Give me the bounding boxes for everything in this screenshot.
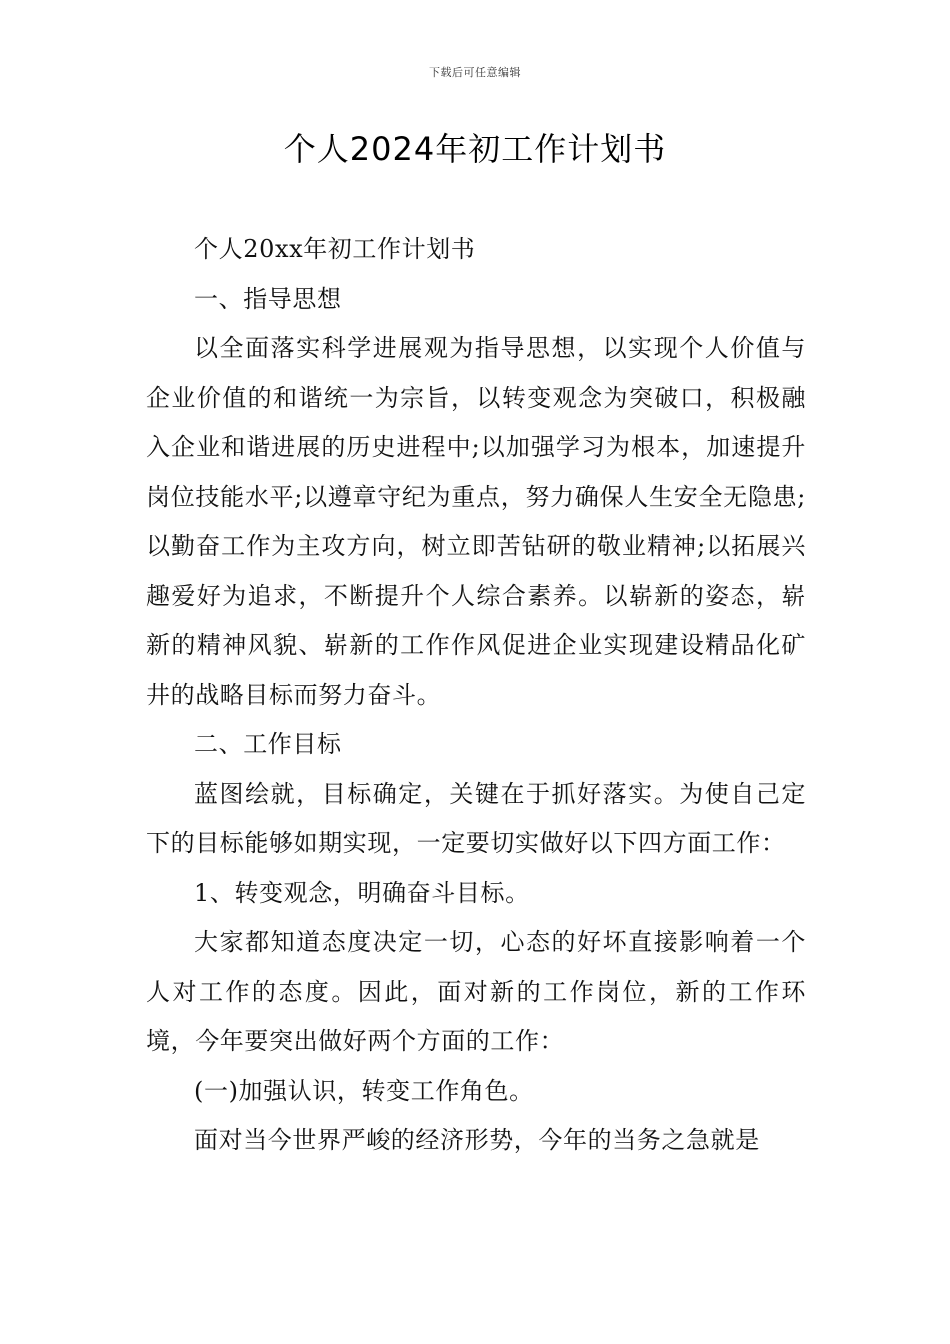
subheading-item-a: (一)加强认识，转变工作角色。 (194, 1076, 534, 1105)
body-paragraph: 蓝图绘就，目标确定，关键在于抓好落实。为使自己定下的目标能够如期实现，一定要切实做好以下四方面工作： (146, 779, 806, 857)
body-paragraph: 大家都知道态度决定一切，心态的好坏直接影响着一个人对工作的态度。因此，面对新的工作岗位，新的工作环境，今年要突出做好两个方面的工作： (146, 928, 806, 1055)
document-body (146, 225, 806, 1166)
section-heading-work-goals: 二、工作目标 (194, 730, 342, 758)
document-title: 个人2024年初工作计划书 (283, 130, 667, 168)
body-paragraph: 面对当今世界严峻的经济形势，今年的当务之急就是 (194, 1126, 760, 1154)
body-paragraph: 以全面落实科学进展观为指导思想，以实现个人价值与企业价值的和谐统一为宗旨，以转变观念为突破口，积极融入企业和谐进展的历史进程中;以加强学习为根本，加速提升岗位技能水平;以遵章守纪为重点，努力确保人生安全无隐患;以勤奋工作为主攻方向，树立即苦钻研的敬业精神;以拓展兴趣爱好为追求，不断提升个人综合素养。以崭新的姿态，崭新的精神风貌、崭新的工作作风促进企业实现建设精品化矿井的战略目标而努力奋斗。 (146, 334, 806, 709)
header-note: 下载后可任意编辑 (429, 66, 521, 79)
subtitle-paragraph: 个人20xx年初工作计划书 (194, 235, 476, 263)
section-heading-guiding-thought: 一、指导思想 (194, 284, 342, 313)
subheading-item-1: 1、转变观念，明确奋斗目标。 (194, 878, 530, 907)
